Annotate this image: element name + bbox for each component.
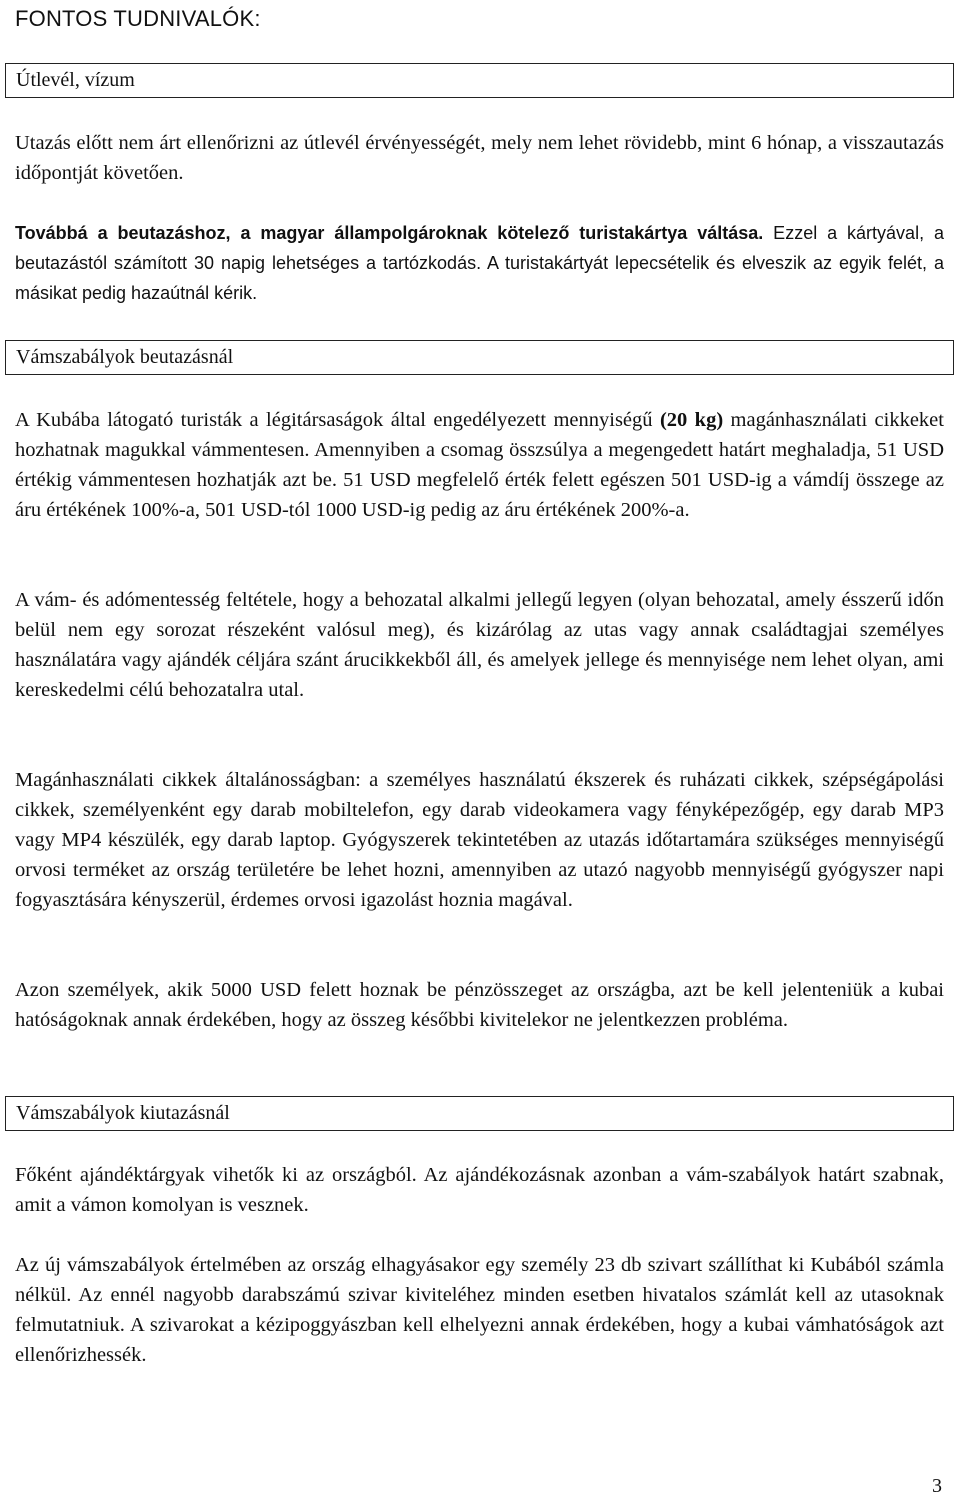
weight-limit: (20 kg) [659, 409, 724, 431]
cigar-export-paragraph: Az új vámszabályok értelmében az ország elhagyásakor egy személy 23 db szivart szállíthat ki Kubából számla nélkül. Az ennél nagyobb darabszámú szivar kiviteléhez minden esetben hivatalos számlát kell az utasoknak felmutatniuk. A szivarokat a kézipoggyászban kell elhelyezni annak érdekében, hogy a kubai vámhatóságok azt ellenőrizhessék. [15, 1254, 944, 1366]
duty-exemption-paragraph: A vám- és adómentesség feltétele, hogy a behozatal alkalmi jellegű legyen (olyan behozatal, amely ésszerű időn belül nem egy sorozat részeként valósul meg), és kizárólag az utas vagy annak családtagjai személyes használatára vagy ajándék céljára szánt árucikkekből áll, és amelyek jellege és mennyisége nem lehet olyan, ami kereskedelmi célú behozatalra utal. [15, 589, 944, 701]
tourist-card-paragraph [15, 218, 944, 308]
customs-allowance-paragraph [15, 405, 944, 525]
personal-items-paragraph: Magánhasználati cikkek általánosságban: a személyes használatú ékszerek és ruházati cikkek, szépségápolási cikkek, személyenként egy darab mobiltelefon, egy darab videokamera vagy fényképezőgép, egy darab MP3 vagy MP4 készülék, egy darab laptop. Gyógyszerek tekintetében az utazás időtartamára szükséges mennyiségű orvosi terméket az ország területére be lehet hozni, amennyiben az utazó nagyobb mennyiségű gyógyszer napi fogyasztására kényszerül, érdemes orvosi igazolást hoznia magával. [15, 769, 944, 911]
page-number: 3 [932, 1475, 942, 1497]
section-heading-customs-exit: Vámszabályok kiutazásnál [5, 1096, 954, 1131]
customs-allowance-text-a: A Kubába látogató turisták a légitársaságok által engedélyezett mennyiségű [15, 409, 660, 431]
section-heading-passport: Útlevél, vízum [5, 63, 954, 98]
section-heading-customs-entry: Vámszabályok beutazásnál [5, 340, 954, 375]
cash-declaration-paragraph: Azon személyek, akik 5000 USD felett hoznak be pénzösszeget az országba, azt be kell jelenteniük a kubai hatóságoknak annak érdekében, hogy az összeg későbbi kivitelekor ne jelentkezzen probléma. [15, 979, 944, 1031]
customs-allowance-text-b: magánhasználati cikkeket hozhatnak magukkal vámmentesen. Amennyiben a csomag összsúlya a megengedett határt meghaladja, 51 USD értékig vámmentesen hozhatják azt be. 51 USD megfelelő érték felett egészen 501 USD-ig a vámdíj összege az áru értékének 100%-a, 501 USD-tól 1000 USD-ig pedig az áru értékének 200%-a. [15, 409, 944, 521]
page-title: FONTOS TUDNIVALÓK: [15, 6, 261, 31]
tourist-card-requirement: Továbbá a beutazáshoz, a magyar állampolgároknak kötelező turistakártya váltása. [15, 223, 764, 243]
passport-validity-paragraph: Utazás előtt nem árt ellenőrizni az útlevél érvényességét, mely nem lehet rövidebb, mint 6 hónap, a visszautazás időpontját követően. [15, 132, 944, 184]
souvenir-export-paragraph: Főként ajándéktárgyak vihetők ki az országból. Az ajándékozásnak azonban a vám-szabályok határt szabnak, amit a vámon komolyan is vesznek. [15, 1164, 944, 1216]
tourist-card-details: Ezzel a kártyával, a beutazástól számított 30 napig lehetséges a tartózkodás. A turistakártyát lepecsételik és elveszik az egyik felét, a másikat pedig hazaútnál kérik. [15, 223, 944, 303]
